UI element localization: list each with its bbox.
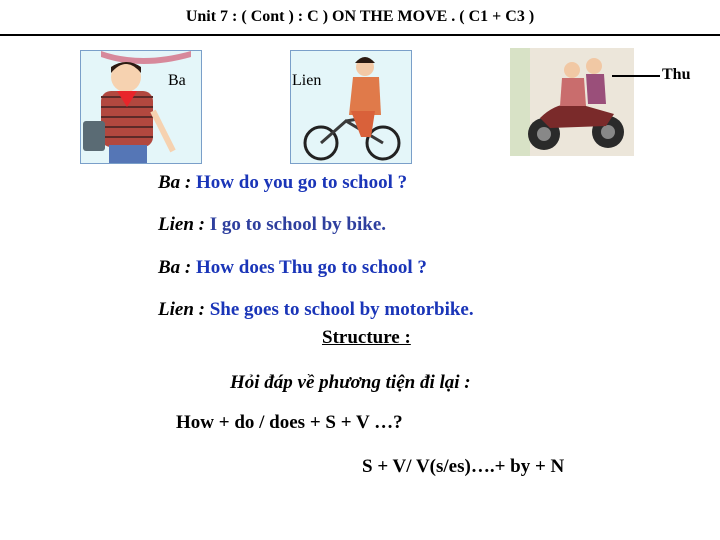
ba-picture <box>80 50 202 164</box>
slide-title: Unit 7 : ( Cont ) : C ) ON THE MOVE . ( C1 + C3 ) <box>185 8 535 25</box>
ba-label: Ba <box>168 72 186 89</box>
lien-picture <box>290 50 412 164</box>
dialogue-line-4 <box>158 299 474 321</box>
dialogue-text: I go to school by bike. <box>209 214 387 235</box>
title-divider <box>0 34 720 36</box>
dialogue-text: She goes to school by motorbike. <box>209 299 474 320</box>
thu-label: Thu <box>662 66 691 83</box>
speaker-ba: Ba : <box>158 172 192 193</box>
structure-subtitle: Hỏi đáp về phương tiện đi lại : <box>230 372 471 393</box>
dialogue-text: How do you go to school ? <box>196 172 408 193</box>
speaker-lien: Lien : <box>158 299 205 320</box>
dialogue-text: How does Thu go to school ? <box>196 257 427 278</box>
question-formula: How + do / does + S + V …? <box>176 412 403 433</box>
speaker-lien: Lien : <box>158 214 205 235</box>
lien-label: Lien <box>292 72 322 89</box>
dialogue-line-1 <box>158 172 407 194</box>
speaker-ba: Ba : <box>158 257 192 278</box>
thu-picture <box>510 48 634 156</box>
answer-formula: S + V/ V(s/es)….+ by + N <box>362 456 565 477</box>
thu-pointer-line <box>612 75 660 77</box>
structure-heading: Structure : <box>322 327 411 348</box>
dialogue-line-2 <box>158 214 386 236</box>
dialogue-line-3 <box>158 257 427 279</box>
